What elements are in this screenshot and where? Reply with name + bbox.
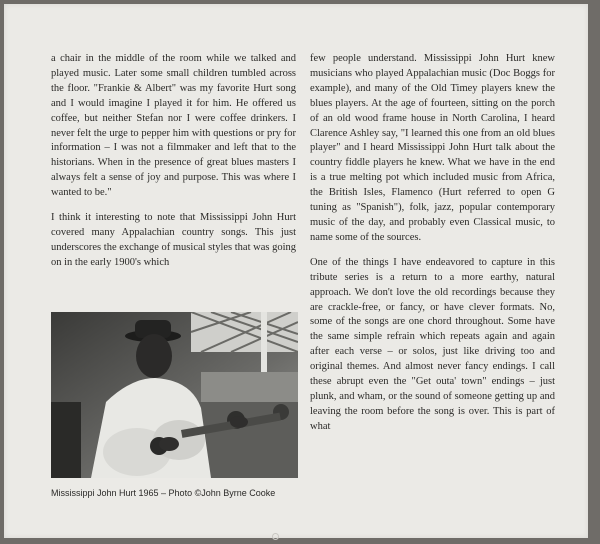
left-paragraph-2: I think it interesting to note that Mississippi John Hurt covered many Appalachian country songs. This just underscores the exchange of musical styles that was going on in the early 1900's which [51, 212, 296, 268]
right-text-column [310, 52, 555, 435]
left-paragraph-1: a chair in the middle of the room while we talked and played music. Later some small children tumbled across the floor. "Frankie & Albert" was my favorite Hurt song and I would imagine I played it for him. He offered us coffee, but neither Stefan nor I were coffee drinkers. I never felt the urge to pepper him with questions or pry for information – I was not a filmmaker and left that to the historians. When in the presence of great blues masters I always felt a sense of joy and purpose. This was where I wanted to be." [51, 53, 296, 199]
page-dot-mark [272, 533, 279, 540]
photo-caption: Mississippi John Hurt 1965 – Photo ©John Byrne Cooke [51, 488, 276, 498]
mississippi-john-hurt-photo [51, 312, 298, 478]
left-text-column [51, 52, 296, 271]
right-paragraph-2: One of the things I have endeavored to capture in this tribute series is a return to a more earthy, natural approach. We don't love the old recordings because they are crackle-free, or fancy, or have clever formats. No, some of the songs are one chord throughout. Some have the same simple refrain which repeats again and again after each verse – or solos, just like driving too and original themes. And almost never fancy endings. I call these abrupt even the "Get outa' town" endings – just plunk, and wham, or the sound of someone getting up and leaving the room before the song is over. This is part of what [310, 256, 555, 432]
liner-notes-page [4, 4, 588, 538]
right-paragraph-1: few people understand. Mississippi John Hurt knew musicians who played Appalachian music (Doc Boggs for example), and many of the Old Timey players knew the blues players. At the age of fourteen, sitting on the porch of an old wood frame house in North Carolina, I heard Clarence Ashley say, "I learned this one from an old blues player" and I heard Mississippi John Hurt talk about the country fiddle players he knew. What we have in the end is a true melting pot which included music from Africa, the British Isles, Flamenco (Hurt referred to open G tuning as "Spanish"), folk, jazz, popular contemporary music of the day, and probably even Classical music, to name some of the sources. [310, 53, 555, 243]
